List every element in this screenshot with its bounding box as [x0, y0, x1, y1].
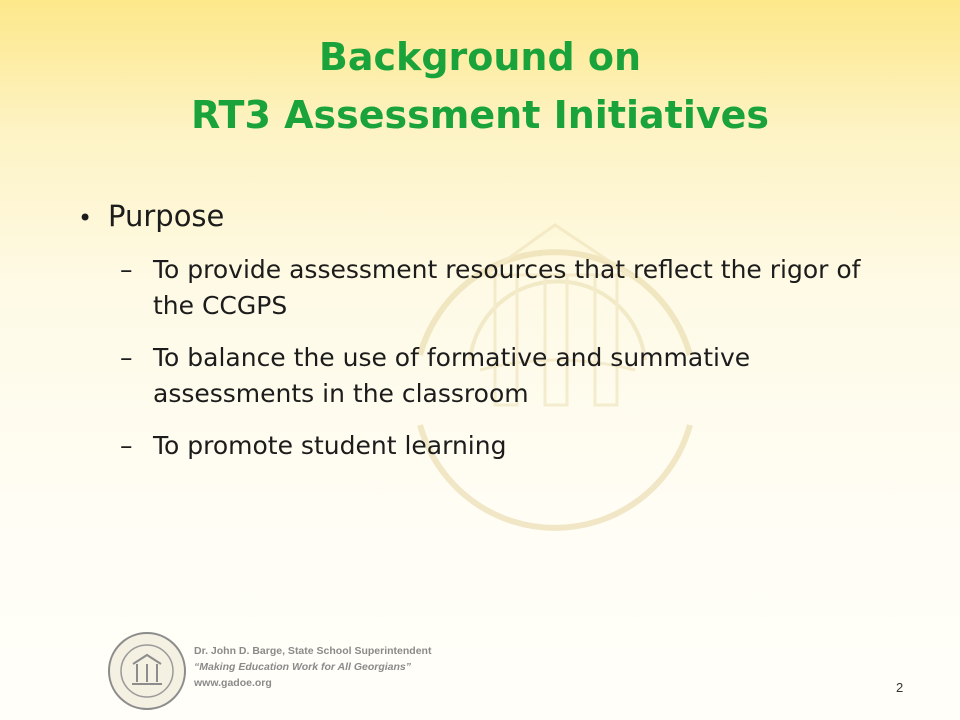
website-link[interactable]: www.gadoe.org — [194, 677, 272, 689]
dash-glyph: – — [120, 431, 133, 460]
slide-title — [0, 28, 960, 144]
sub-item-text: To provide assessment resources that reflect the rigor of the CCGPS — [153, 255, 861, 320]
superintendent-line: Dr. John D. Barge, State School Superintendent — [194, 645, 432, 657]
slide-body — [78, 196, 898, 480]
department-of-education-logo — [106, 630, 188, 712]
bullet-glyph: • — [78, 204, 93, 232]
motto-line: “Making Education Work for All Georgians” — [194, 661, 412, 673]
sub-item — [120, 340, 898, 412]
dash-glyph: – — [120, 255, 133, 284]
sub-item-text: To balance the use of formative and summative assessments in the classroom — [153, 343, 751, 408]
footer-text — [194, 643, 431, 691]
dash-glyph: – — [120, 343, 133, 372]
sub-item-text: To promote student learning — [153, 431, 507, 460]
page-number: 2 — [896, 680, 904, 695]
sub-item — [120, 428, 898, 464]
title-line-1: Background on — [318, 35, 642, 79]
title-line-2: RT3 Assessment Initiatives — [190, 93, 769, 137]
bullet-text: Purpose — [108, 199, 225, 233]
sub-list — [120, 252, 898, 464]
bullet-purpose — [78, 196, 898, 238]
sub-item — [120, 252, 898, 324]
